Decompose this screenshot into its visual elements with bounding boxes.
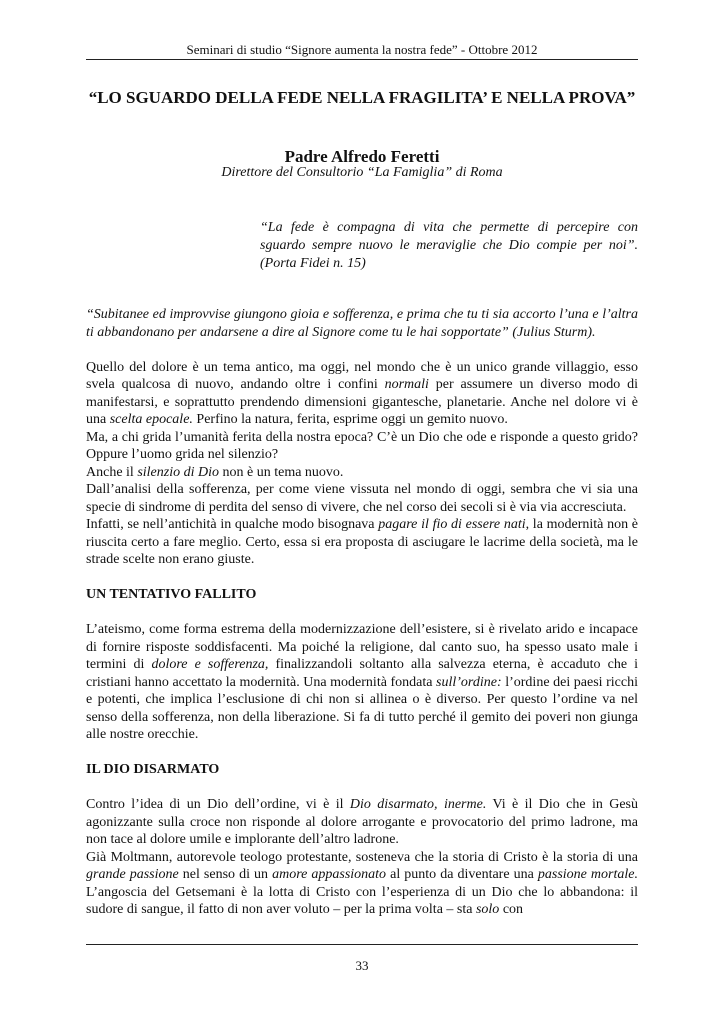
text-run: Vi è il Dio che in Gesù agonizzante sulla croce non risponde al dolore arrogante e provocatorio del primo ladrone, ma non tace al dolore umile e implorante dell’altro ladrone. bbox=[86, 797, 638, 847]
running-header: Seminari di studio “Signore aumenta la nostra fede” - Ottobre 2012 bbox=[186, 42, 538, 57]
emphasis: scelta epocale. bbox=[109, 412, 193, 427]
text-run: al punto da diventare una bbox=[386, 867, 538, 882]
paragraph bbox=[86, 849, 638, 919]
emphasis: pagare il fio di essere nati bbox=[378, 517, 526, 532]
text-run: l’ordine dei paesi ricchi e potenti, che implica l’esclusione di chi non si allinea o è diverso. Per questo l’ordine va nel senso della sofferenza, non della liberazione. Si fa di tutto perché il gemito dei poveri non giunga alle nostre orecchie. bbox=[86, 674, 638, 742]
emphasis: grande passione bbox=[86, 867, 179, 882]
emphasis: normali bbox=[384, 377, 429, 392]
opening-quote bbox=[86, 306, 638, 341]
emphasis: Dio disarmato, inerme. bbox=[349, 797, 487, 812]
text-run: con bbox=[499, 902, 524, 917]
emphasis: amore appassionato bbox=[272, 867, 387, 882]
text-run: Quello del dolore è un tema antico, ma oggi, nel mondo che è un unico grande villaggio, esso svela qualcosa di nuovo, andando oltre i confini bbox=[86, 359, 638, 392]
header-rule bbox=[86, 59, 638, 60]
opening-quote-text: “Subitanee ed improvvise giungono gioia e sofferenza, e prima che tu ti sia accorto l’una e l’altra ti abbandonano per andarsene a dire al Signore come tu le hai sopportate” (Julius Sturm). bbox=[86, 307, 638, 340]
text-run: L’angoscia del Getsemani è la lotta di Cristo con l’esperienza di un Dio che lo abbandona: il sudore di sangue, il fatto di non aver voluto – per la prima volta – sta bbox=[86, 884, 638, 917]
paragraph: Dall’analisi della sofferenza, per come viene vissuta nel mondo di oggi, sembra che vi sia una specie di sindrome di perdita del senso di vivere, che nel corso dei secoli si è via via accresciuta. bbox=[86, 482, 638, 515]
text-run: L’ateismo, come forma estrema della modernizzazione dell’esistere, si è rivelato arido e incapace di fornire risposte soddisfacenti. Ma poiché la religione, dal canto suo, ha spesso usato male i termini di bbox=[86, 622, 638, 672]
epigraph: “La fede è compagna di vita che permette di percepire con sguardo sempre nuovo le meraviglie che Dio compie per noi”. (Porta Fidei n. 15) bbox=[260, 220, 638, 271]
document-title: “LO SGUARDO DELLA FEDE NELLA FRAGILITA’ E NELLA PROVA” bbox=[88, 88, 636, 107]
text-run: nel senso di un bbox=[178, 867, 273, 882]
emphasis: dolore e sofferenza, bbox=[151, 657, 269, 672]
paragraph bbox=[86, 359, 638, 429]
emphasis: silenzio di Dio bbox=[137, 464, 219, 480]
paragraph: Ma, a chi grida l’umanità ferita della nostra epoca? C’è un Dio che ode e risponde a questo grido? Oppure l’uomo grida nel silenzio? bbox=[86, 429, 638, 462]
article-body bbox=[86, 306, 638, 919]
emphasis: sull’ordine: bbox=[436, 674, 502, 690]
text-run: Infatti, se nell’antichità in qualche modo bisognava bbox=[86, 517, 379, 532]
page-number: 33 bbox=[355, 958, 369, 973]
paragraph bbox=[86, 516, 638, 569]
text-run: finalizzandoli soltanto alla salvezza eterna, è accaduto che i cristiani hanno accettato la modernità. Una modernità fondata bbox=[86, 657, 638, 690]
section-heading-dio-disarmato: IL DIO DISARMATO bbox=[86, 762, 220, 777]
text-run: non è un tema nuovo. bbox=[219, 464, 344, 480]
paragraph bbox=[86, 464, 638, 482]
text-run: Anche il bbox=[86, 464, 138, 480]
text-run: , la modernità non è riuscita certo a fare meglio. Certo, essa si era proposta di asciugare le lacrime della società, ma le strade scelte non erano giuste. bbox=[86, 517, 638, 567]
text-run: per assumere un diverso modo di manifestarsi, e soprattutto prendendo dimensioni gigantesche, planetarie. Anche nel dolore vi è una bbox=[86, 377, 638, 427]
text-run: Già Moltmann, autorevole teologo protestante, sosteneva che la storia di Cristo è la storia di una bbox=[86, 849, 638, 865]
paragraph bbox=[86, 621, 638, 744]
author-name: Padre Alfredo Feretti bbox=[284, 147, 440, 166]
text-run: Perfino la natura, ferita, esprime oggi un gemito nuovo. bbox=[192, 412, 508, 427]
author-role: Direttore del Consultorio “La Famiglia” di Roma bbox=[221, 165, 503, 180]
paragraph bbox=[86, 796, 638, 849]
text-run: Contro l’idea di un Dio dell’ordine, vi è il bbox=[86, 797, 350, 812]
section-heading-tentativo: UN TENTATIVO FALLITO bbox=[86, 587, 257, 602]
emphasis: solo bbox=[475, 902, 500, 917]
footer-rule bbox=[86, 944, 638, 945]
emphasis: passione mortale. bbox=[537, 867, 638, 882]
